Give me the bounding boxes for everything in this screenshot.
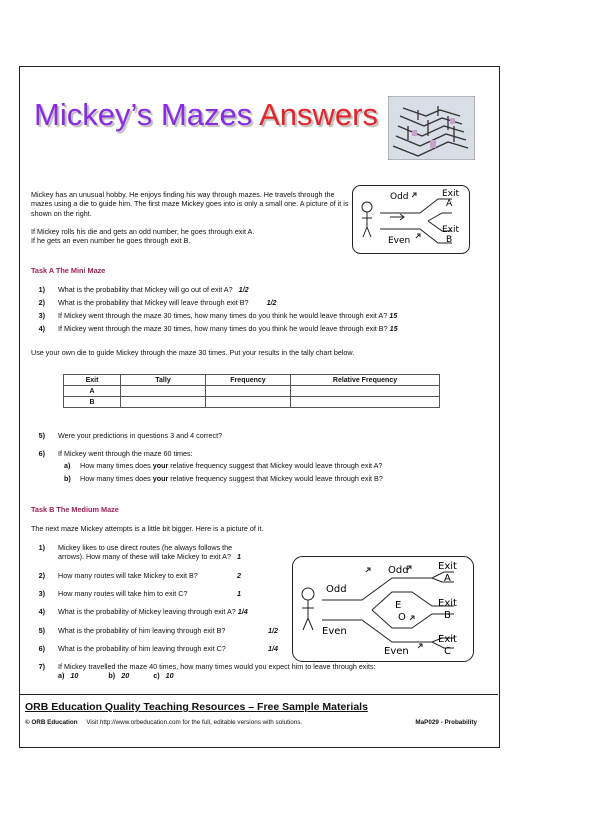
- exit-a-label-1: Exit: [442, 189, 460, 199]
- task-b-q2: How many routes will take Mickey to exit B?: [58, 571, 198, 580]
- medium-maze-diagram: [292, 556, 474, 662]
- task-a-heading: Task A The Mini Maze: [31, 266, 106, 275]
- footer-title: ORB Education Quality Teaching Resources – Free Sample Materials: [25, 701, 368, 713]
- intro-odd-rule: If Mickey rolls his die and gets an odd number, he goes through exit A.: [31, 227, 255, 236]
- row-label: A: [64, 386, 121, 397]
- even-label-2b: Even: [384, 646, 409, 657]
- tally-instruction: Use your own die to guide Mickey through the maze 30 times. Put your results in the tally chart below.: [31, 348, 355, 357]
- footer-info: [25, 719, 302, 726]
- task-b-q1-line2: [58, 552, 241, 561]
- task-b-q7-answers: [58, 671, 174, 680]
- task-b-q5: What is the probability of him leaving through exit B?: [58, 626, 226, 635]
- answer: 20: [121, 671, 130, 680]
- frequency-cell[interactable]: [206, 397, 291, 408]
- q-number: 3): [38, 589, 45, 598]
- answer: 1: [237, 589, 241, 598]
- task-b-heading: Task B The Medium Maze: [31, 505, 119, 514]
- row-label: B: [64, 397, 121, 408]
- answer: 10: [70, 671, 79, 680]
- answer: 1/2: [266, 298, 277, 307]
- odd-label-2b: Odd: [388, 565, 409, 576]
- answer: 1/4: [237, 607, 248, 616]
- q-number: 2): [38, 571, 45, 580]
- page-title: [34, 97, 378, 133]
- o-label: O: [398, 612, 406, 623]
- exit-c-letter-2: C: [444, 646, 451, 657]
- question-text: relative frequency suggest that Mickey would leave through exit A?: [168, 461, 383, 470]
- tally-table: [63, 374, 440, 408]
- tally-cell[interactable]: [121, 397, 206, 408]
- col-header: Relative Frequency: [291, 375, 440, 386]
- q-number: 5): [38, 626, 45, 635]
- q-number: 6): [38, 644, 45, 653]
- task-b-intro: The next maze Mickey attempts is a little bit bigger. Here is a picture of it.: [31, 524, 264, 533]
- table-header-row: [64, 375, 440, 386]
- question-text: What is the probability of Mickey leaving through exit A?: [58, 607, 236, 616]
- odd-label-2a: Odd: [326, 584, 347, 595]
- answer: 15: [389, 324, 398, 333]
- exit-b-label-2: Exit: [438, 598, 457, 609]
- sub-label: b): [64, 474, 71, 483]
- task-a-q5: Were your predictions in questions 3 and 4 correct?: [58, 431, 223, 440]
- question-text: relative frequency suggest that Mickey would leave through exit B?: [168, 474, 383, 483]
- task-b-q4: [58, 607, 248, 616]
- sub-label: c): [153, 671, 160, 680]
- answer: 15: [389, 311, 398, 320]
- q-number: 4): [38, 324, 45, 333]
- frequency-cell[interactable]: [206, 386, 291, 397]
- q-number: 5): [38, 431, 45, 440]
- exit-b-letter-2: B: [444, 610, 451, 621]
- q-number: 2): [38, 298, 45, 307]
- table-row: [64, 397, 440, 408]
- odd-label-1: Odd: [390, 192, 409, 202]
- question-text: How many times does: [80, 461, 153, 470]
- task-a-q6: If Mickey went through the maze 60 times:: [58, 449, 193, 458]
- task-a-q1: [58, 285, 249, 294]
- question-text: If Mickey went through the maze 30 times, how many times do you think he would leave through exit B?: [58, 324, 388, 333]
- emphasis: your: [152, 474, 169, 483]
- emphasis: your: [152, 461, 169, 470]
- task-a-q4: [58, 324, 398, 333]
- task-a-q3: [58, 311, 397, 320]
- task-a-q6b: [80, 474, 383, 483]
- answer: 1/2: [268, 626, 278, 635]
- title-answers: Answers: [259, 97, 378, 132]
- footer-divider: [19, 694, 498, 695]
- mini-maze-diagram: [352, 185, 470, 254]
- task-a-q2: [58, 298, 277, 307]
- answer: 1/2: [238, 285, 249, 294]
- q-number: 3): [38, 311, 45, 320]
- tally-cell[interactable]: [121, 386, 206, 397]
- answer: 1/4: [268, 644, 278, 653]
- sub-label: a): [64, 461, 71, 470]
- even-label-1: Even: [388, 236, 411, 246]
- task-b-q7: If Mickey travelled the maze 40 times, how many times would you expect him to leave through exits:: [58, 662, 376, 671]
- answer: 10: [165, 671, 174, 680]
- question-text: How many times does: [80, 474, 153, 483]
- question-text: What is the probability that Mickey will leave through exit B?: [58, 298, 249, 307]
- visit-link-text[interactable]: Visit http://www.orbeducation.com for the full, editable versions with solutions.: [86, 719, 303, 726]
- q-number: 7): [38, 662, 45, 671]
- q-number: 1): [38, 543, 45, 552]
- q-number: 6): [38, 449, 45, 458]
- e-label: E: [395, 600, 402, 611]
- exit-b-letter-1: B: [446, 235, 453, 245]
- table-row: [64, 386, 440, 397]
- intro-even-rule: If he gets an even number he goes through exit B.: [31, 236, 191, 245]
- resource-code: MaP029 - Probability: [415, 719, 477, 726]
- task-b-q1-line1: Mickey likes to use direct routes (he always follows the: [58, 543, 233, 552]
- copyright: © ORB Education: [25, 719, 78, 726]
- col-header: Exit: [64, 375, 121, 386]
- task-b-q6: What is the probability of him leaving through exit C?: [58, 644, 226, 653]
- task-b-q3: How many routes will take him to exit C?: [58, 589, 188, 598]
- question-text: What is the probability that Mickey will go out of exit A?: [58, 285, 233, 294]
- sub-label: b): [108, 671, 116, 680]
- intro-paragraph: Mickey has an unusual hobby. He enjoys finding his way through mazes. He travels through the mazes using a die to guide him. The first maze Mickey goes into is only a small one. A picture of it is shown on the right.: [31, 190, 349, 218]
- exit-a-letter-2: A: [444, 573, 451, 584]
- exit-b-label-1: Exit: [442, 225, 460, 235]
- maze-picture: [388, 96, 475, 160]
- exit-c-label-2: Exit: [438, 634, 457, 645]
- answer: 2: [237, 571, 241, 580]
- exit-a-label-2: Exit: [438, 561, 457, 572]
- col-header: Frequency: [206, 375, 291, 386]
- even-label-2a: Even: [322, 626, 347, 637]
- title-main: Mickey’s Mazes: [34, 97, 260, 132]
- col-header: Tally: [121, 375, 206, 386]
- q-number: 4): [38, 607, 45, 616]
- task-a-q6a: [80, 461, 382, 470]
- question-text: If Mickey went through the maze 30 times, how many times do you think he would leave through exit A?: [58, 311, 388, 320]
- q-number: 1): [38, 285, 45, 294]
- question-text: arrows). How many of these will take Mickey to exit A?: [58, 552, 231, 561]
- sub-label: a): [58, 671, 65, 680]
- relative-frequency-cell[interactable]: [291, 397, 440, 408]
- relative-frequency-cell[interactable]: [291, 386, 440, 397]
- exit-a-letter-1: A: [446, 199, 453, 209]
- answer: 1: [236, 552, 241, 561]
